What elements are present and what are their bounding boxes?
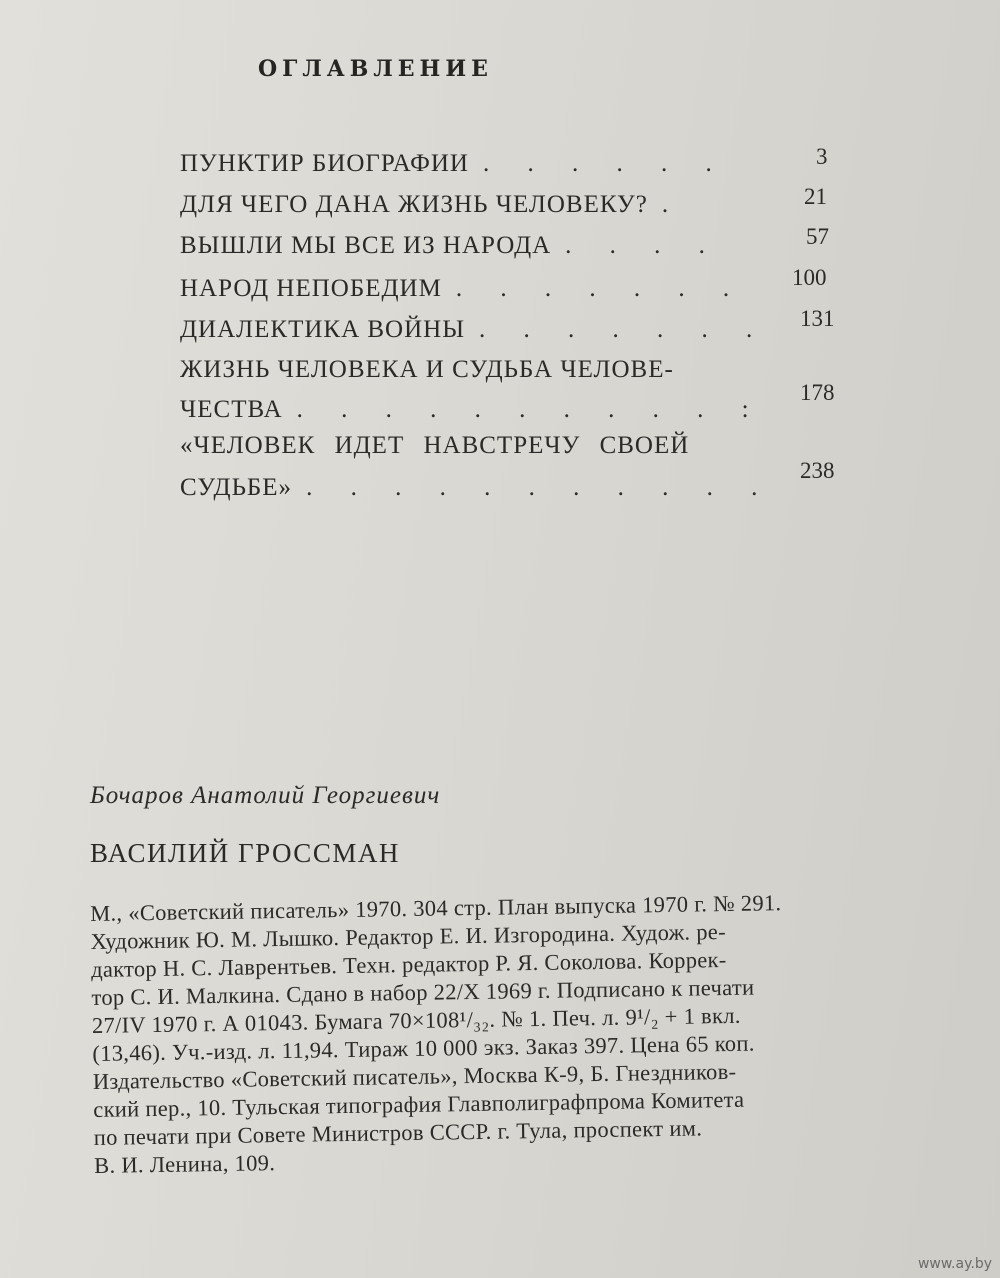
imprint-line: М., «Советский писатель» 1970. 304 стр. План выпуска 1970 г. № 291. (90, 890, 782, 926)
imprint-line: В. И. Ленина, 109. (93, 1150, 276, 1178)
toc-entry (180, 232, 721, 260)
toc-leader-dots: . . . . . . . . . . : (296, 396, 765, 423)
toc-leader-dots: . (661, 191, 685, 218)
toc-entry-title: НАРОД НЕПОБЕДИМ (180, 275, 442, 302)
imprint-block (90, 886, 974, 1180)
toc-entry (180, 150, 728, 178)
toc-entry-continuation (180, 396, 765, 424)
toc-entry (180, 191, 684, 219)
toc-entry-continuation (180, 474, 773, 502)
toc-entry-title: ДИАЛЕКТИКА ВОЙНЫ (180, 316, 466, 343)
toc-entry (180, 275, 745, 303)
toc-entry (180, 356, 674, 384)
toc-page-number: 178 (800, 380, 835, 405)
toc-page-number: 100 (792, 265, 827, 290)
toc-leader-dots: . . . . . . . . . . . (306, 474, 774, 501)
toc-heading: ОГЛАВЛЕНИЕ (258, 56, 493, 82)
toc-entry-title: ЖИЗНЬ ЧЕЛОВЕКА И СУДЬБА ЧЕЛОВЕ- (180, 356, 674, 383)
toc-page-number: 3 (816, 144, 828, 169)
toc-entry (180, 316, 768, 344)
watermark: www.ay.by (917, 1256, 992, 1272)
toc-entry-title: ДЛЯ ЧЕГО ДАНА ЖИЗНЬ ЧЕЛОВЕКУ? (180, 191, 648, 218)
imprint-line: ский пер., 10. Тульская типография Главполиграфпрома Комитета (93, 1086, 745, 1122)
author-name: Бочаров Анатолий Георгиевич (90, 782, 441, 809)
imprint-line: дактор Н. С. Лаврентьев. Техн. редактор Р. Я. Соколова. Коррек- (90, 947, 727, 982)
imprint-line: тор С. И. Малкина. Сдано в набор 22/X 1969 г. Подписано к печати (91, 974, 755, 1010)
toc-leader-dots: . . . . . . . (455, 275, 746, 302)
toc-leader-dots: . . . . (565, 232, 721, 259)
toc-leader-dots: . . . . . . (482, 150, 728, 177)
imprint-line: Художник Ю. М. Лышко. Редактор Е. И. Изгородина. Худож. ре- (90, 919, 727, 954)
toc-page-number: 21 (804, 184, 827, 209)
toc-page-number: 131 (800, 306, 835, 331)
toc-page-number: 238 (800, 458, 835, 483)
toc-entry-title: СУДЬБЕ» (180, 474, 293, 501)
imprint-line: по печати при Совете Министров СССР. г. Тула, проспект им. (93, 1115, 703, 1150)
imprint-line: (13,46). Уч.-изд. л. 11,94. Тираж 10 000 экз. Заказ 397. Цена 65 коп. (92, 1030, 755, 1066)
toc-entry-title: ВЫШЛИ МЫ ВСЕ ИЗ НАРОДА (180, 232, 552, 259)
toc-entry-title: ЧЕСТВА (180, 396, 283, 423)
imprint-line: 27/IV 1970 г. А 01043. Бумага 70×108¹/₃₂. № 1. Печ. л. 9¹/₂ + 1 вкл. (91, 1002, 741, 1038)
toc-page-number: 57 (806, 224, 829, 249)
imprint-line: Издательство «Советский писатель», Москва К-9, Б. Гнездников- (92, 1058, 737, 1094)
toc-entry-title: «ЧЕЛОВЕК ИДЕТ НАВСТРЕЧУ СВОЕЙ (180, 432, 690, 459)
toc-entry-title: ПУНКТИР БИОГРАФИИ (180, 150, 469, 177)
book-title: ВАСИЛИЙ ГРОССМАН (90, 838, 400, 868)
toc-leader-dots: . . . . . . . (479, 316, 769, 343)
toc-entry (180, 432, 689, 460)
